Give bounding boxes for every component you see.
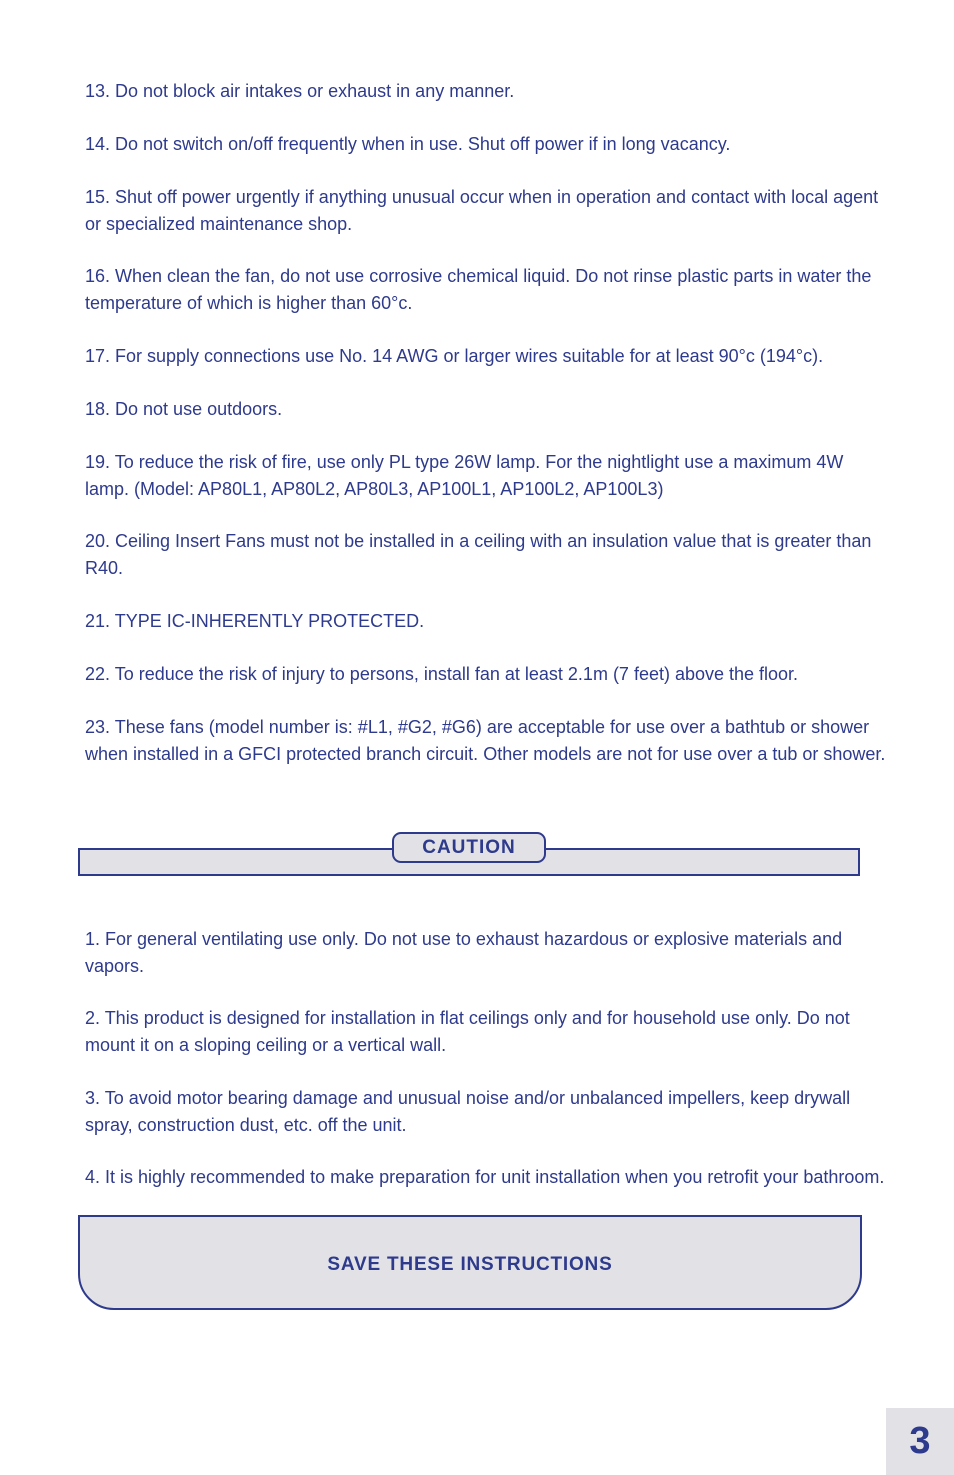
warning-16: 16. When clean the fan, do not use corrosive chemical liquid. Do not rinse plastic parts in water the temperature of which is higher than 60°c. <box>85 266 872 313</box>
warning-20: 20. Ceiling Insert Fans must not be installed in a ceiling with an insulation value that is greater than R40. <box>85 531 872 578</box>
save-instructions-label: SAVE THESE INSTRUCTIONS <box>327 1254 613 1275</box>
caution-item-1: 1. For general ventilating use only. Do not use to exhaust hazardous or explosive materials and vapors. <box>85 929 843 976</box>
warning-13: 13. Do not block air intakes or exhaust in any manner. <box>85 81 515 101</box>
warning-21: 21. TYPE IC-INHERENTLY PROTECTED. <box>85 611 425 631</box>
warning-14: 14. Do not switch on/off frequently when in use. Shut off power if in long vacancy. <box>85 134 731 154</box>
warning-17: 17. For supply connections use No. 14 AWG or larger wires suitable for at least 90°c (194°c). <box>85 346 824 366</box>
caution-item-3: 3. To avoid motor bearing damage and unusual noise and/or unbalanced impellers, keep drywall spray, construction dust, etc. off the unit. <box>85 1088 851 1135</box>
warning-18: 18. Do not use outdoors. <box>85 399 283 419</box>
caution-item-2: 2. This product is designed for installation in flat ceilings only and for household use only. Do not mount it on a sloping ceiling or a vertical wall. <box>85 1008 850 1055</box>
save-instructions-panel <box>78 1215 862 1310</box>
caution-item-4: 4. It is highly recommended to make preparation for unit installation when you retrofit your bathroom. <box>85 1167 885 1187</box>
caution-heading: CAUTION <box>392 832 546 863</box>
page-number: 3 <box>886 1408 954 1475</box>
warning-15: 15. Shut off power urgently if anything unusual occur when in operation and contact with local agent or specialized maintenance shop. <box>85 187 879 234</box>
warning-22: 22. To reduce the risk of injury to persons, install fan at least 2.1m (7 feet) above the floor. <box>85 664 799 684</box>
warning-19: 19. To reduce the risk of fire, use only PL type 26W lamp. For the nightlight use a maximum 4W lamp. (Model: AP80L1, AP80L2, AP80L3, AP100L1, AP100L2, AP100L3) <box>85 452 844 499</box>
warning-23: 23. These fans (model number is: #L1, #G2, #G6) are acceptable for use over a bathtub or shower when installed in a GFCI protected branch circuit. Other models are not for use over a tub or shower. <box>85 717 886 764</box>
